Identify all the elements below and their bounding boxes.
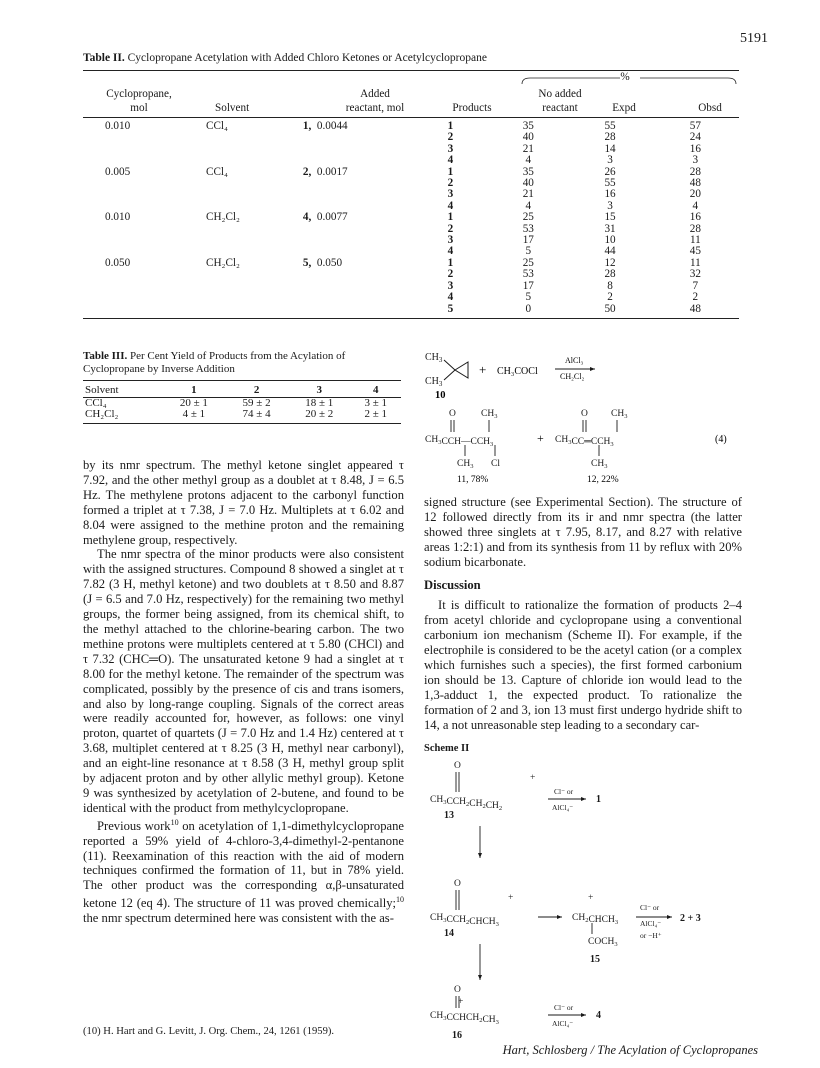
table-cell [303,178,412,189]
table-cell [83,132,206,143]
table-cell: 5 [525,245,532,258]
table-cell: 3 [692,154,699,167]
table-cell: 48 [689,177,701,190]
table-cell: 28 [689,165,701,178]
table-cell: 0.050 [105,256,131,269]
table-row [83,258,738,269]
table-row [83,212,738,223]
table-cell [206,189,303,200]
right-paragraph-2: It is difficult to rationalize the formation of products 2–4 from acetyl chloride and cyclopropane using a conventional carbonium ion mechanism (Scheme II). For example, if the electrophile is considered to be the acetyl cation (or a complex which furnishes such a species), the first formed carbonium ion should be 13. Capture of chloride ion would lead to the 1,3-adduct 1, the expected product. To rationalize the formation of 2 and 3, ion 13 must first undergo hydride shift to 14, a not unreasonable step leading to a secondary car- [424,598,742,732]
product-1: 1 [596,794,601,805]
table3-caption [83,350,383,376]
ion-14-label: 14 [444,928,454,939]
table-cell [83,178,206,189]
table-cell: 55 [604,120,616,132]
table-cell: 50 [604,302,616,315]
table-cell [206,281,303,292]
table-cell: 4 [692,199,699,212]
table-cell: CH₂Cl₂ [206,211,240,224]
table-cell: 2 [692,291,699,304]
left-paragraph-2: The nmr spectra of the minor products were also consistent with the assigned structures. Compound 8 showed a singlet at τ 7.82 (3 H, methyl ketone) and two doublets at τ 8.50 and 8.87 (J = 6.5 and 7.0 Hz, respectively) for the remaining two methyl groups, the former being assigned, from its chemical shift, to the methyl attached to the chlorine-bearing carbon. The two methine protons were multiplets centered at τ 5.80 (CHCl) and τ 7.32 (CHC═O). The unsaturated ketone 9 had a singlet at τ 8.00 for the methyl ketone. The remainder of the spectrum was complicated, possibly by the presence of cis and trans isomers, and also by long-range coupling. Signals of the correct areas were readily accounted for, however, as follows: one vinyl proton, quartet of quartets (J = 7.0 Hz and 1.4 Hz) centered at τ 3.68, multiplet centered at τ 8.25 (3 H, methyl near carbonyl), and an eight-line resonance at τ 8.58 (3 H, methyl group split by adjacent proton and by other allylic methyl group). Ketone 9 was synthesized by acetylation of 2-butene, and found to be identical with the product from methylcyclopropane. [83,547,404,815]
table-row [83,246,738,257]
table-cell: 2 [447,222,454,235]
svg-text:CH3: $CH_3$ [425,376,443,388]
table-cell: 3 [607,154,613,167]
table-cell: 4 [447,245,454,258]
left-paragraph-3: Previous work$^{10}$ on acetylation of 1,1-dimethylcyclopropane reported a 59% yield of 4-chloro-3,4-dimethyl-2-pentanone (11). Reexamination of this reaction with the aid of modern techniques confirmed the formation of 11, but in 78% yield. The other product was the corresponding α,β-unsaturated ketone 12 (eq 4). The structure of 11 was proved chemically;$^{10}$ the nmr spectrum determined here was consistent with the as- [83,817,404,926]
catalyst-label: AlCl₃ [565,356,584,365]
table-cell [303,269,412,280]
svg-text:COCH3: $COCH_3$ [588,937,618,948]
page-number: 5191 [740,31,768,46]
table-cell [206,235,303,246]
table-cell: 5 [525,291,532,304]
table-cell: 10 [604,234,616,247]
table-cell: 16 [689,142,701,155]
table-row [83,269,738,280]
table-cell: 2, 0.0017 [302,165,348,178]
right-paragraph-1: signed structure (see Experimental Section). The structure of 12 followed directly from its ir and nmr spectra (the latter showed three singlets at τ 7.95, 8.17, and 8.27 with relative areas 1:2:1) and from its synthesis from 11 by reflux with 20% sodium bicarbonate. [424,495,742,569]
table-cell: CH₂Cl₂ [206,256,240,269]
table-cell: 2 [447,177,454,190]
product-12-label: 12, 22% [587,475,619,485]
table3-caption-text: Per Cent Yield of Products from the Acylation of Cyclopropane by Inverse Addition [83,350,346,375]
table-cell [303,235,412,246]
table2-caption [83,52,487,64]
table2-header-rule [83,117,739,118]
table-cell: 3 [607,199,613,212]
table-row [83,132,738,143]
footnote: (10) H. Hart and G. Levitt, J. Org. Chem., 24, 1261 (1959). [83,1026,335,1037]
table-cell: 28 [604,131,616,144]
table-cell [83,246,206,257]
header-solvent: Solvent [215,102,250,114]
table-cell: 2 [447,268,454,281]
svg-text:CH3: $CH_3$ [457,459,474,470]
table-cell: 11 [689,256,701,269]
table-cell: 1 [447,165,454,178]
table-cell [303,189,412,200]
equation-4 [415,348,745,493]
svg-text:CH3CCH2CH2CH2: $CH_3CCH_2CH_2CH_2$ [430,795,503,812]
svg-text:O: O [581,409,588,419]
table-cell [83,201,206,212]
table-cell: 31 [604,222,616,235]
table-cell: 53 [522,268,534,281]
table-cell [206,292,303,303]
header-added: Added reactant, mol [345,88,405,114]
table-cell: 25 [522,211,534,224]
table-cell [303,292,412,303]
table-cell: 4 [447,154,454,167]
table-row [83,224,738,235]
table-cell: 1 [447,120,454,132]
table3-label: Table III. [83,350,128,362]
table-cell: 2 [447,131,454,144]
table-cell: 3 [447,188,454,201]
table-row [83,167,738,178]
table-cell [206,304,303,315]
table-cell: 4, 0.0077 [302,211,348,224]
table-row [83,189,738,200]
table-cell: CCl₄ [206,165,228,178]
table-row [83,235,738,246]
svg-text:CH2CHCH3: $CH_2CHCH_3$ [572,913,619,926]
table-cell [83,304,206,315]
table-cell: 35 [522,165,534,178]
table-cell: 24 [689,131,701,144]
table-row [83,121,738,132]
table-cell: 44 [604,245,616,258]
table3-header-1: 1 [191,384,197,396]
discussion-heading: Discussion [424,577,481,592]
table-cell: 4 [447,199,454,212]
table-cell: 1, 0.0044 [302,120,348,132]
table-row [83,178,738,189]
table-cell: 0.005 [105,165,131,178]
table-row [83,292,738,303]
table2-top-rule [83,70,739,71]
solvent-label: CH₂Cl₂ [560,372,585,381]
table-cell [206,144,303,155]
table-cell: 2 [607,291,613,304]
table-cell [83,281,206,292]
table3-header-2: 2 [253,384,260,396]
table-cell [206,224,303,235]
ion-13-label: 13 [444,810,454,821]
table3-top-rule [83,380,401,381]
table-cell: 16 [604,188,616,201]
running-footer: Hart, Schlosberg / The Acylation of Cyclopropanes [502,1043,758,1057]
svg-text:CH3CC═CCH3: $CH_3CC═CCH_3$ [555,435,614,448]
table-cell: 20 [689,188,701,201]
table-cell: 35 [522,120,534,132]
table-cell [83,224,206,235]
table-row [83,304,738,315]
table-cell [206,269,303,280]
scheme-2 [424,758,744,1028]
reagent-acetyl-chloride: CH₃COCl [497,366,538,377]
left-column [83,458,404,926]
table-cell: 5, 0.050 [302,256,343,269]
table-cell: 40 [522,131,534,144]
table-cell [303,281,412,292]
svg-text:CH3CCHCH2CH3: $CH_3CCHCH_2CH_3$ [430,1011,499,1026]
svg-text:+: + [530,773,536,783]
header-cyclopropane: Cyclopropane, mol [106,88,172,114]
cond3-top: Cl⁻ or [554,1003,574,1012]
table-cell: 3 [447,279,454,292]
table2-caption-text: Cyclopropane Acetylation with Added Chloro Ketones or Acetylcyclopropane [127,52,487,64]
table-cell: 3 [447,234,454,247]
table-cell: 57 [689,120,701,132]
products-2-3: 2 + 3 [680,913,701,924]
svg-text:+: + [458,997,464,1007]
table-cell: 12 [604,256,616,269]
table-cell: 25 [522,256,534,269]
table-cell [83,292,206,303]
label-10: 10 [435,390,446,401]
table-cell: 8 [607,279,613,292]
svg-text:CH3: $CH_3$ [425,352,443,364]
table-cell: 0.010 [105,211,131,224]
svg-text:CH3CCH2CHCH3: $CH_3CCH_2CHCH_3$ [430,913,499,928]
scheme-label: Scheme II [424,743,470,754]
left-paragraph-1: by its nmr spectrum. The methyl ketone singlet appeared τ 7.92, and the other methyl group as a doublet at τ 8.48, J = 6.5 Hz. The methylene protons adjacent to the carbonyl function formed a triplet at τ 7.38, J = 7.0 Hz. Multiplets at τ 6.02 and 8.04 were assigned to the methine proton and the remaining methylene group, respectively. [83,458,404,547]
svg-text:+: + [508,893,514,903]
table-cell: 28 [604,268,616,281]
header-products: Products [452,102,492,114]
table3 [83,383,401,420]
svg-text:CH3: $CH_3$ [481,409,498,420]
svg-text:O: O [454,985,461,995]
table2-bottom-rule [83,318,739,319]
table3-header-solvent: Solvent [85,384,119,396]
header-no-added: No added reactant [538,88,582,114]
header-expd: Expd [612,102,636,114]
svg-text:O: O [454,761,461,771]
table-cell: CCl₄ [206,120,228,132]
table-cell: 53 [522,222,534,235]
equation-number: (4) [715,434,727,445]
svg-text:CH3: $CH_3$ [591,459,608,470]
table-cell: 3 [447,142,454,155]
svg-text:CH3CCH—CCH3: $CH_3CCH—CCH_3$ [425,435,494,448]
svg-text:CH3: $CH_3$ [611,409,628,420]
cond1-top: Cl⁻ or [554,787,574,796]
table-row: CH₂Cl₂ 4 ± 1 74 ± 4 20 ± 2 2 ± 1 [85,408,388,420]
table-cell: 17 [522,234,534,247]
cond2-mid: AlCl₄⁻ [640,919,662,928]
table-cell: 45 [689,245,701,258]
svg-text:Cl: Cl [491,459,500,469]
table-row [83,201,738,212]
table-cell [83,144,206,155]
svg-text:+: + [588,893,594,903]
table-cell: 21 [522,142,534,155]
svg-text:+: + [537,431,544,445]
table2 [83,121,738,315]
svg-text:O: O [454,879,461,889]
table-cell: 0 [525,302,532,315]
cond2-top: Cl⁻ or [640,903,660,912]
table-cell: 11 [689,234,701,247]
table-cell [206,132,303,143]
table-cell: 15 [604,211,616,224]
table-cell: 4 [525,199,532,212]
table-cell [303,132,412,143]
table-row: CCl₄ 20 ± 1 59 ± 2 18 ± 1 3 ± 1 [83,398,401,410]
table-cell [303,304,412,315]
table3-header-4: 4 [373,384,379,396]
product-4: 4 [596,1010,601,1021]
svg-text:+: + [479,362,487,377]
table-cell: 5 [447,302,454,315]
table-cell: 55 [604,177,616,190]
table-cell [303,144,412,155]
table-cell: 28 [689,222,701,235]
percent-header: % [620,71,630,83]
table-cell [206,178,303,189]
table-cell [303,224,412,235]
table-cell: 0.010 [105,120,131,132]
table-row [83,144,738,155]
table3-bottom-rule [83,423,401,424]
right-column [424,495,742,733]
table-row [83,155,738,166]
ion-15-label: 15 [590,954,600,965]
table-row [83,281,738,292]
table-cell: 21 [522,188,534,201]
table-cell [83,155,206,166]
table-cell: 40 [522,177,534,190]
table-cell: 4 [447,291,454,304]
table-cell [83,235,206,246]
table-cell: 1 [447,256,454,269]
svg-text:O: O [449,409,456,419]
table-cell [206,155,303,166]
product-11-label: 11, 78% [457,475,489,485]
cond3-bottom: AlCl₄⁻ [552,1019,574,1028]
table-cell [83,269,206,280]
cond2-bottom: or −H⁺ [640,931,662,940]
table-cell: 32 [689,268,701,281]
table-cell: 16 [689,211,701,224]
table-cell: 4 [525,154,532,167]
table-cell: 1 [447,211,454,224]
table-cell: 14 [604,142,616,155]
ion-16-label: 16 [452,1030,462,1041]
header-obsd: Obsd [698,102,722,114]
cond1-bottom: AlCl₄⁻ [552,803,574,812]
table2-label: Table II. [83,52,125,64]
table3-header-3: 3 [316,384,322,396]
table-cell [83,189,206,200]
table-cell: 17 [522,279,534,292]
table-cell: 26 [604,165,616,178]
table-cell: 48 [689,302,701,315]
table-cell: 7 [692,279,699,292]
